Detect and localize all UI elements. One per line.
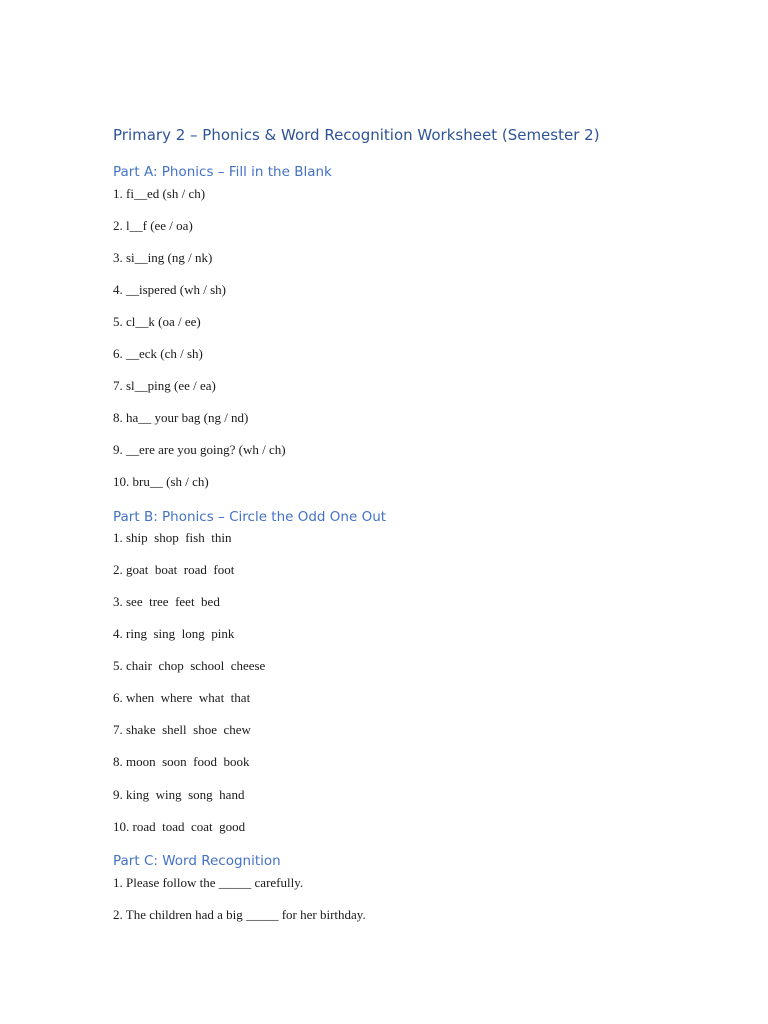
part-b-item-6: 6. when where what that	[113, 690, 251, 705]
part-a-item-1: 1. fi__ed (sh / ch)	[113, 186, 206, 201]
part-b-item-1: 1. ship shop fish thin	[113, 530, 232, 545]
part-a-item-9: 9. __ere are you going? (wh / ch)	[113, 442, 286, 457]
part-b-item-5: 5. chair chop school cheese	[113, 658, 266, 673]
part-a-item-10: 10. bru__ (sh / ch)	[113, 474, 209, 489]
part-c-item-1: 1. Please follow the _____ carefully.	[113, 875, 304, 890]
part-b-item-2: 2. goat boat road foot	[113, 562, 235, 577]
part-c-heading: Part C: Word Recognition	[113, 853, 281, 869]
part-b-item-3: 3. see tree feet bed	[113, 594, 220, 609]
part-a-item-8: 8. ha__ your bag (ng / nd)	[113, 410, 249, 425]
part-c-item-2: 2. The children had a big _____ for her birthday.	[113, 907, 366, 922]
worksheet-title: Primary 2 – Phonics & Word Recognition Worksheet (Semester 2)	[113, 126, 600, 144]
part-b-heading: Part B: Phonics – Circle the Odd One Out	[113, 509, 387, 525]
part-b-item-4: 4. ring sing long pink	[113, 626, 235, 641]
part-b-item-7: 7. shake shell shoe chew	[113, 722, 251, 737]
part-b-item-10: 10. road toad coat good	[113, 819, 246, 834]
part-a-item-2: 2. l__f (ee / oa)	[113, 218, 193, 233]
part-a-heading: Part A: Phonics – Fill in the Blank	[113, 164, 332, 180]
part-b-item-8: 8. moon soon food book	[113, 754, 250, 769]
part-a-item-6: 6. __eck (ch / sh)	[113, 346, 203, 361]
part-b-item-9: 9. king wing song hand	[113, 787, 245, 802]
part-a-item-5: 5. cl__k (oa / ee)	[113, 314, 201, 329]
part-a-item-3: 3. si__ing (ng / nk)	[113, 250, 213, 265]
part-a-item-7: 7. sl__ping (ee / ea)	[113, 378, 216, 393]
part-a-item-4: 4. __ispered (wh / sh)	[113, 282, 227, 297]
